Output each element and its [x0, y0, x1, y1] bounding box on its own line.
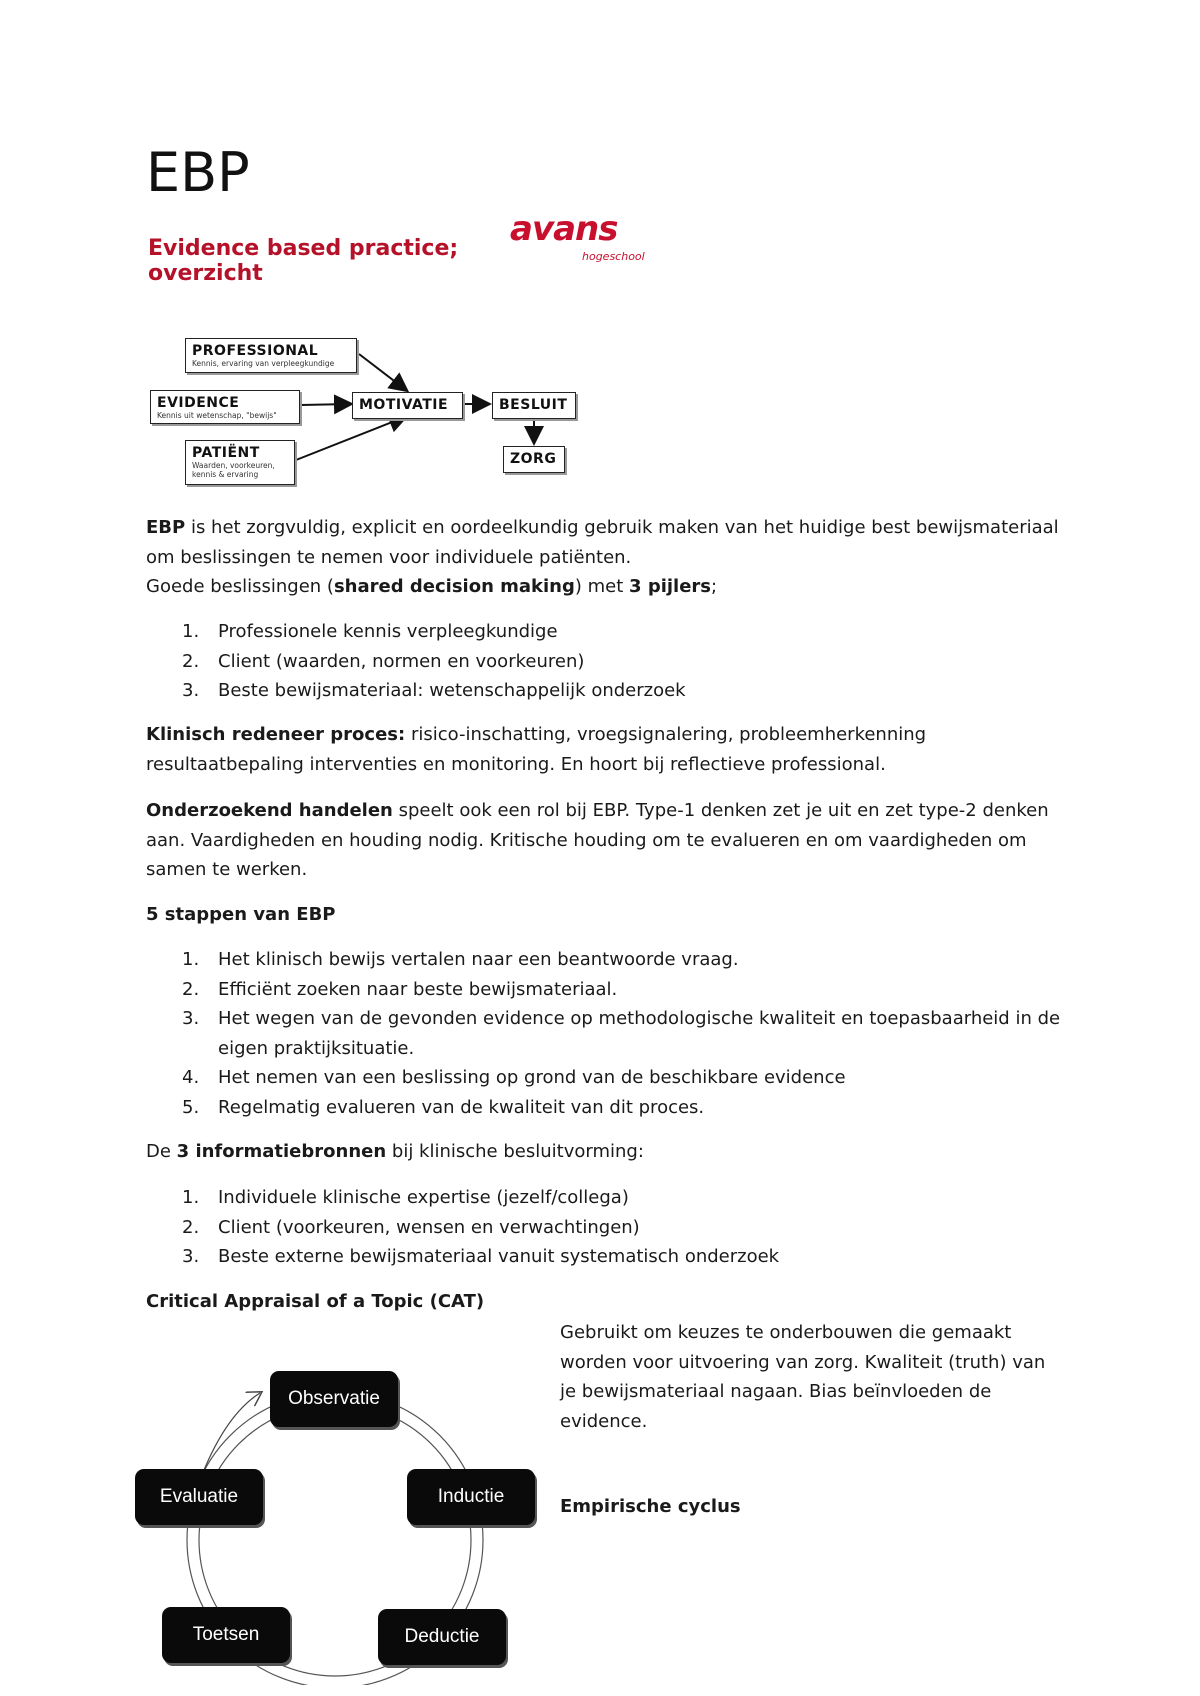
box-patient-title: PATIËNT: [192, 445, 260, 461]
research-text: speelt ook een rol bij EBP. Type-1 denken zet je uit en zet type-2 denken aan. Vaardigheden en houding nodig. Kritische houding om te evalueren en om vaardigheden om samen te werken.: [146, 800, 1049, 880]
box-evidence: [150, 390, 300, 424]
box-professional-title: PROFESSIONAL: [192, 343, 319, 359]
steps-list: [146, 945, 1066, 1122]
box-motivatie-title: MOTIVATIE: [359, 397, 449, 413]
figure-heading-line1: Evidence based practice;: [148, 236, 459, 261]
decision-bold2: 3 pijlers: [629, 576, 712, 597]
box-motivatie: [352, 392, 463, 419]
pillars-list: [146, 617, 1066, 706]
arrow-patient-motivatie: [296, 417, 405, 460]
box-patient: [185, 440, 295, 485]
list-item: 3. Beste bewijsmateriaal: wetenschappelijk onderzoek: [182, 680, 686, 701]
list-item: 3. Het wegen van de gevonden evidence op methodologische kwaliteit en toepasbaarheid in de eigen praktijksituatie.: [182, 1008, 1061, 1059]
figure-heading-line2: overzicht: [148, 261, 263, 286]
decision-bold: shared decision making: [333, 576, 575, 597]
clinical-text: risico-inschatting, vroegsignalering, probleemherkenning resultaatbepaling interventies en monitoring. En hoort bij reflectieve professional.: [146, 724, 927, 775]
list-item: 2. Client (voorkeuren, wensen en verwachtingen): [182, 1216, 640, 1238]
intro-ebp-text: is het zorgvuldig, explicit en oordeelkundig gebruik maken van het huidige best bewijsmateriaal om beslissingen te nemen voor individuele patiënten.: [146, 517, 1059, 568]
cat-column: [560, 1318, 1060, 1521]
avans-logo: [510, 209, 650, 268]
box-zorg: [503, 446, 565, 473]
box-patient-subtitle-1: Waarden, voorkeuren,: [192, 461, 275, 470]
decision-pre: Goede beslissingen (: [146, 576, 334, 597]
box-besluit-title: BESLUIT: [499, 397, 568, 413]
box-besluit: [492, 392, 576, 419]
clinical-bold: Klinisch redeneer proces:: [146, 724, 406, 745]
sources-post: bij klinische besluitvorming:: [386, 1141, 644, 1162]
list-item: 3. Beste externe bewijsmateriaal vanuit systematisch onderzoek: [182, 1246, 780, 1267]
clinical-paragraph: [146, 720, 1066, 779]
cat-text: Gebruikt om keuzes te onderbouwen die gemaakt worden voor uitvoering van zorg. Kwaliteit (truth) van je bewijsmateriaal nagaan. Bias beïnvloeden de evidence.: [560, 1322, 1046, 1432]
sources-pre: De: [146, 1141, 177, 1162]
research-paragraph: [146, 796, 1066, 885]
sources-bold: 3 informatiebronnen: [176, 1141, 387, 1162]
cycle-node-evaluatie: Evaluatie: [135, 1469, 263, 1525]
list-item: 1. Individuele klinische expertise (jezelf/collega): [182, 1187, 629, 1208]
decision-post: ;: [711, 576, 718, 597]
page-title: EBP: [146, 141, 250, 204]
box-professional-subtitle: Kennis, ervaring van verpleegkundige: [192, 359, 335, 368]
cycle-node-observatie: Observatie: [270, 1371, 398, 1427]
list-item: 1. Professionele kennis verpleegkundige: [182, 621, 558, 642]
box-professional: [185, 338, 357, 373]
list-item: 5. Regelmatig evalueren van de kwaliteit van dit proces.: [182, 1096, 705, 1118]
cycle-node-deductie: Deductie: [378, 1609, 506, 1665]
logo-main-text: avans: [510, 209, 618, 249]
intro-paragraph: [146, 513, 1066, 602]
intro-ebp-bold: EBP: [146, 517, 186, 538]
list-item: 4. Het nemen van een beslissing op grond van de beschikbare evidence: [182, 1067, 846, 1088]
box-patient-subtitle-2: kennis & ervaring: [192, 470, 259, 479]
arrow-evidence-motivatie: [301, 404, 350, 405]
cycle-node-inductie: Inductie: [407, 1469, 535, 1525]
figure-heading: [148, 236, 488, 286]
box-zorg-title: ZORG: [510, 451, 557, 467]
sources-list: [146, 1183, 1066, 1272]
list-item: 1. Het klinisch bewijs vertalen naar een beantwoorde vraag.: [182, 949, 739, 970]
logo-sub-text: hogeschool: [582, 250, 645, 263]
list-item: 2. Efficiënt zoeken naar beste bewijsmateriaal.: [182, 978, 618, 1000]
cat-heading: Critical Appraisal of a Topic (CAT): [146, 1291, 485, 1312]
research-bold: Onderzoekend handelen: [146, 800, 393, 821]
decision-mid: ) met: [574, 576, 630, 597]
steps-heading: 5 stappen van EBP: [146, 904, 336, 925]
arrow-professional-motivatie: [359, 354, 406, 390]
cycle-heading: Empirische cyclus: [560, 1496, 741, 1517]
sources-paragraph: [146, 1137, 1066, 1167]
box-evidence-title: EVIDENCE: [157, 395, 240, 411]
cycle-node-toetsen: Toetsen: [162, 1607, 290, 1663]
list-item: 2. Client (waarden, normen en voorkeuren): [182, 650, 585, 672]
box-evidence-subtitle: Kennis uit wetenschap, "bewijs": [157, 411, 277, 420]
